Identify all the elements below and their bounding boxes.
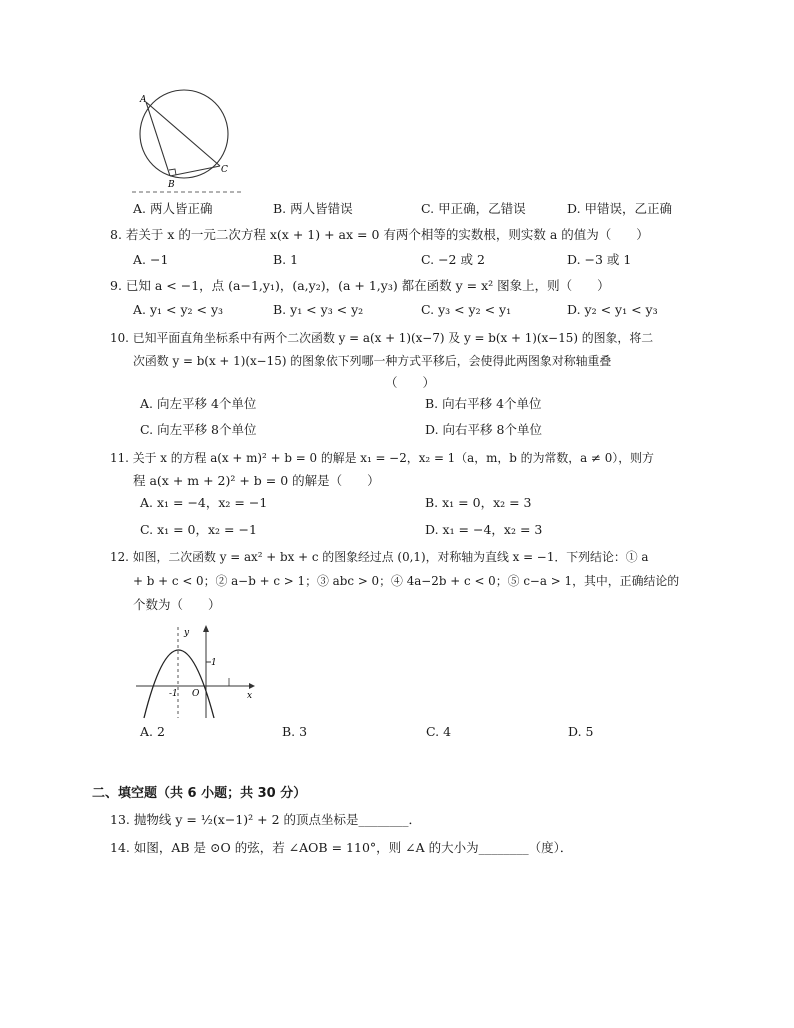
q9-stem: 9. 已知 a < −1，点 (a−1,y₁)，(a,y₂)，(a + 1,y₃) 都在函数 y = x² 图象上，则（ ）: [110, 278, 610, 293]
q10-option-a[interactable]: A. 向左平移 4个单位: [140, 396, 257, 411]
q11-option-d[interactable]: D. x₁ = −4，x₂ = 3: [425, 522, 543, 537]
circle-outline: [140, 90, 228, 178]
q9-option-c[interactable]: C. y₃ < y₂ < y₁: [421, 302, 512, 317]
q12-stem-line2: + b + c < 0；② a−b + c > 1；③ abc > 0；④ 4a−2b + c < 0；⑤ c−a > 1，其中，正确结论的: [133, 574, 680, 588]
label-x: x: [247, 691, 253, 701]
circle-triangle-figure: [132, 88, 242, 198]
y-axis-arrow-icon: [203, 625, 209, 632]
label-a: A: [140, 95, 147, 105]
chord-bc: [170, 166, 220, 176]
label-y: y: [184, 628, 190, 638]
q12-stem-line3: 个数为（ ）: [133, 597, 221, 612]
q12-option-d[interactable]: D. 5: [568, 724, 594, 739]
x-axis-arrow-icon: [249, 683, 255, 689]
q11-stem-line1: 11. 关于 x 的方程 a(x + m)² + b = 0 的解是 x₁ = −2，x₂ = 1（a，m，b 的为常数，a ≠ 0），则方: [110, 451, 654, 465]
q13-stem: 13. 抛物线 y = ½(x−1)² + 2 的顶点坐标是________．: [110, 812, 422, 827]
q11-option-a[interactable]: A. x₁ = −4，x₂ = −1: [140, 495, 268, 510]
label-neg1: -1: [169, 689, 178, 699]
right-angle-mark: [169, 169, 176, 175]
q12-option-a[interactable]: A. 2: [140, 724, 165, 739]
q10-stem-line2: 次函数 y = b(x + 1)(x−15) 的图象依下列哪一种方式平移后，会使得此两图象对称轴重叠: [133, 354, 612, 368]
q8-option-c[interactable]: C. −2 或 2: [421, 252, 485, 267]
q8-option-d[interactable]: D. −3 或 1: [567, 252, 632, 267]
q14-stem: 14. 如图，AB 是 ⊙O 的弦，若 ∠AOB = 110°，则 ∠A 的大小为________（度）．: [110, 840, 573, 855]
section-heading-fill-in: 二、填空题（共 6 小题；共 30 分）: [92, 786, 307, 801]
q10-stem-line1: 10. 已知平面直角坐标系中有两个二次函数 y = a(x + 1)(x−7) 及 y = b(x + 1)(x−15) 的图象，将二: [110, 331, 654, 345]
q9-option-a[interactable]: A. y₁ < y₂ < y₃: [133, 302, 224, 317]
q9-option-d[interactable]: D. y₂ < y₁ < y₃: [567, 302, 658, 317]
q11-option-b[interactable]: B. x₁ = 0，x₂ = 3: [425, 495, 532, 510]
q10-option-d[interactable]: D. 向右平移 8个单位: [425, 422, 542, 437]
q11-stem-line2: 程 a(x + m + 2)² + b = 0 的解是（ ）: [133, 473, 380, 488]
label-o: O: [192, 689, 200, 699]
label-b: B: [168, 180, 175, 190]
q11-option-c[interactable]: C. x₁ = 0，x₂ = −1: [140, 522, 257, 537]
label-1: 1: [211, 658, 217, 668]
chord-ac: [146, 102, 220, 166]
q7-option-c[interactable]: C. 甲正确，乙错误: [421, 201, 526, 216]
q12-option-c[interactable]: C. 4: [426, 724, 452, 739]
parabola-figure: [134, 622, 259, 722]
q8-option-b[interactable]: B. 1: [273, 252, 299, 267]
parabola-curve: [144, 650, 214, 718]
q10-option-c[interactable]: C. 向左平移 8个单位: [140, 422, 257, 437]
label-c: C: [221, 165, 228, 175]
q7-option-a[interactable]: A. 两人皆正确: [133, 201, 213, 216]
q8-option-a[interactable]: A. −1: [133, 252, 169, 267]
q8-stem: 8. 若关于 x 的一元二次方程 x(x + 1) + ax = 0 有两个相等的实数根，则实数 a 的值为（ ）: [110, 227, 649, 242]
q12-stem-line1: 12. 如图，二次函数 y = ax² + bx + c 的图象经过点 (0,1)，对称轴为直线 x = −1．下列结论：① a: [110, 550, 649, 564]
q10-option-b[interactable]: B. 向右平移 4个单位: [425, 396, 542, 411]
q7-option-b[interactable]: B. 两人皆错误: [273, 201, 353, 216]
q10-stem-line3: （ ）: [385, 375, 436, 390]
q9-option-b[interactable]: B. y₁ < y₃ < y₂: [273, 302, 364, 317]
q7-option-d[interactable]: D. 甲错误，乙正确: [567, 201, 673, 216]
q12-option-b[interactable]: B. 3: [282, 724, 308, 739]
